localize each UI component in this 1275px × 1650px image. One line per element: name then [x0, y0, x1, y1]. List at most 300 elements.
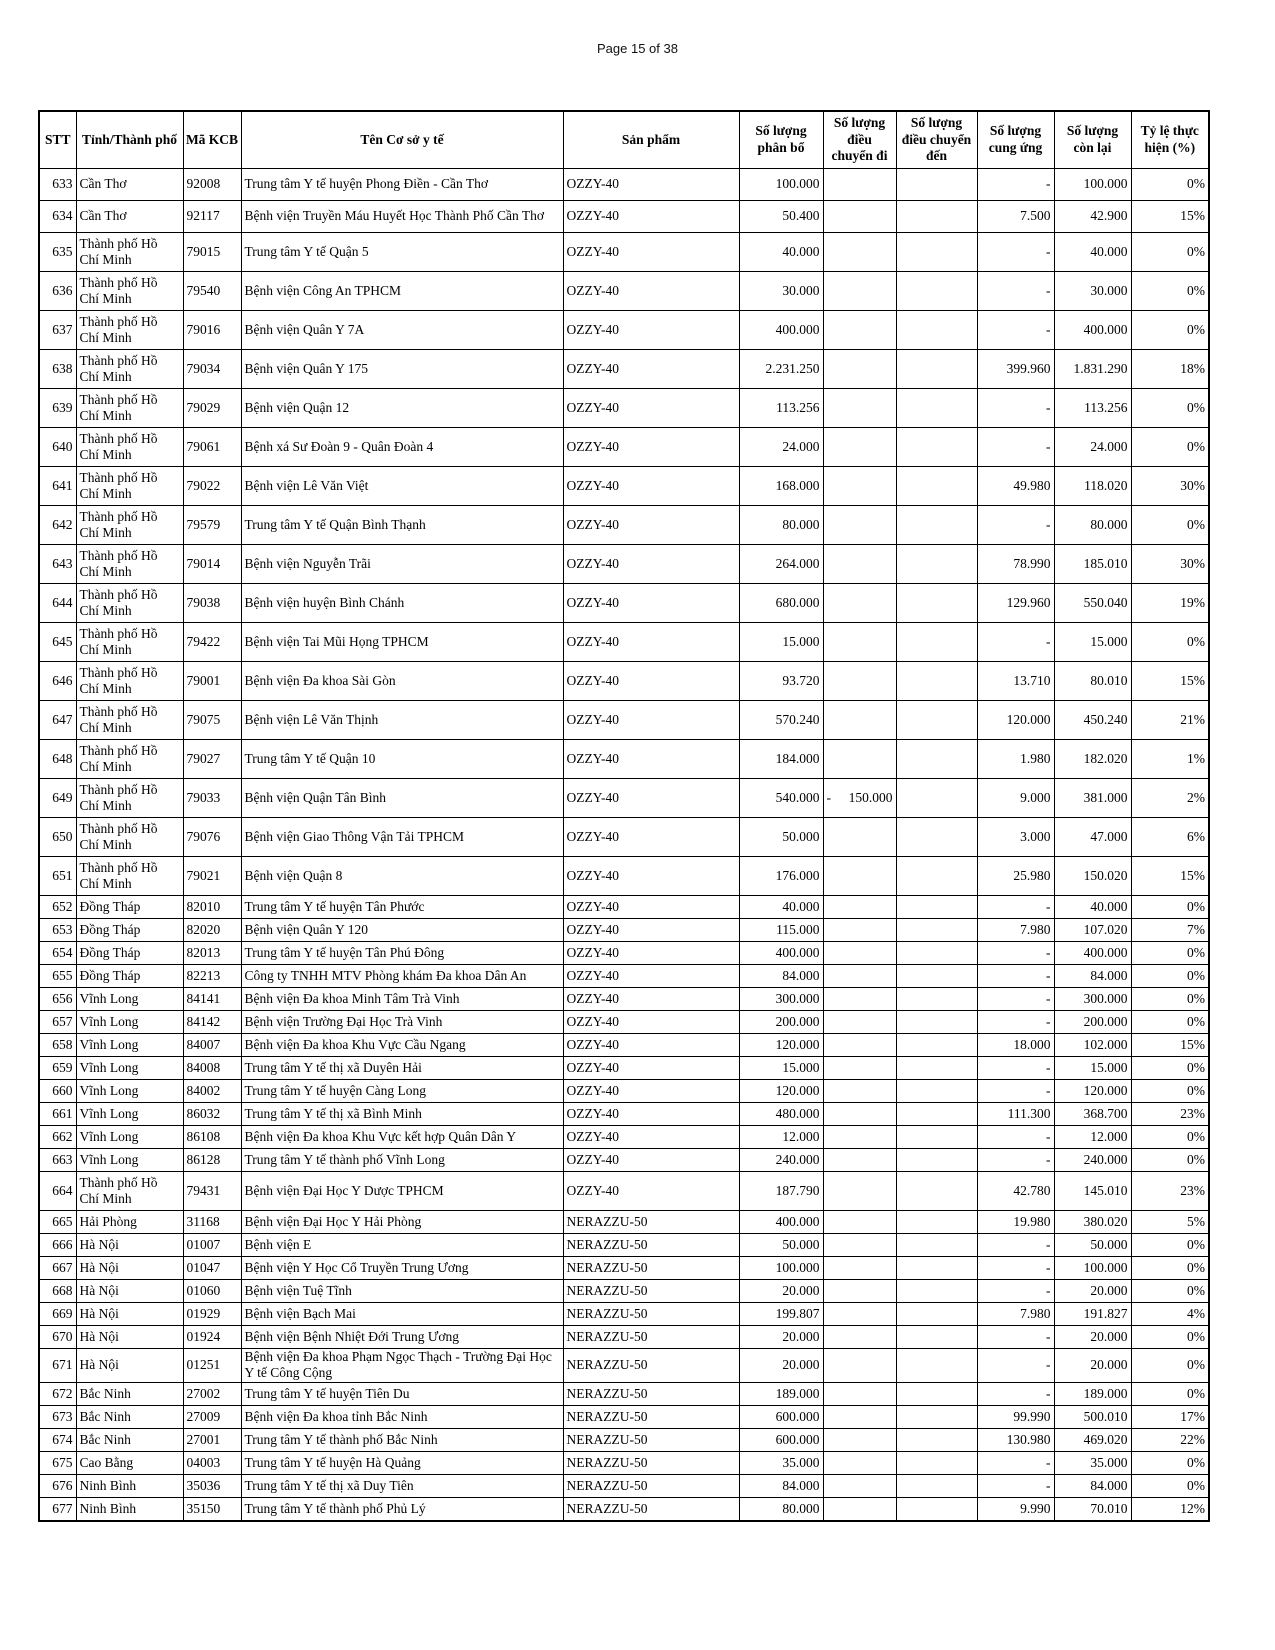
cell-supplied: - [977, 1257, 1054, 1280]
cell-supplied: - [977, 272, 1054, 311]
cell-transfer_in [896, 1428, 977, 1451]
cell-completion_rate: 0% [1131, 1349, 1209, 1383]
cell-transfer_out [823, 584, 896, 623]
cell-allocated: 600.000 [739, 1428, 823, 1451]
cell-stt: 640 [39, 428, 76, 467]
cell-supplied: - [977, 1326, 1054, 1349]
cell-completion_rate: 15% [1131, 1034, 1209, 1057]
cell-code: 79075 [183, 701, 241, 740]
cell-supplied: 13.710 [977, 662, 1054, 701]
cell-completion_rate: 30% [1131, 467, 1209, 506]
cell-stt: 672 [39, 1382, 76, 1405]
cell-allocated: 168.000 [739, 467, 823, 506]
cell-province: Đồng Tháp [76, 942, 183, 965]
table-row [39, 965, 1209, 988]
cell-facility: Trung tâm Y tế Quận 10 [241, 740, 563, 779]
cell-transfer_in [896, 389, 977, 428]
cell-supplied: - [977, 1057, 1054, 1080]
cell-product: OZZY-40 [563, 169, 739, 201]
cell-facility: Bệnh viện Đa khoa Phạm Ngọc Thạch - Trường Đại Học Y tế Công Cộng [241, 1349, 563, 1383]
cell-product: OZZY-40 [563, 623, 739, 662]
cell-completion_rate: 0% [1131, 506, 1209, 545]
cell-transfer_out [823, 965, 896, 988]
cell-transfer_in [896, 779, 977, 818]
cell-remaining: 120.000 [1054, 1080, 1131, 1103]
cell-completion_rate: 0% [1131, 1382, 1209, 1405]
cell-remaining: 20.000 [1054, 1326, 1131, 1349]
cell-allocated: 400.000 [739, 311, 823, 350]
cell-transfer_in [896, 942, 977, 965]
cell-code: 79027 [183, 740, 241, 779]
cell-supplied: 120.000 [977, 701, 1054, 740]
cell-facility: Bệnh viện Giao Thông Vận Tải TPHCM [241, 818, 563, 857]
table-row [39, 201, 1209, 233]
cell-remaining: 381.000 [1054, 779, 1131, 818]
cell-code: 86032 [183, 1103, 241, 1126]
table-row [39, 919, 1209, 942]
cell-product: OZZY-40 [563, 311, 739, 350]
cell-completion_rate: 2% [1131, 779, 1209, 818]
table-row [39, 1451, 1209, 1474]
cell-transfer_in [896, 1172, 977, 1211]
cell-code: 01929 [183, 1303, 241, 1326]
cell-code: 84141 [183, 988, 241, 1011]
table-row [39, 1497, 1209, 1521]
cell-transfer_in [896, 1103, 977, 1126]
cell-stt: 634 [39, 201, 76, 233]
cell-transfer_in [896, 506, 977, 545]
cell-facility: Bệnh viện Trường Đại Học Trà Vinh [241, 1011, 563, 1034]
cell-transfer_in [896, 662, 977, 701]
cell-remaining: 107.020 [1054, 919, 1131, 942]
cell-transfer_in [896, 1057, 977, 1080]
cell-transfer_in [896, 740, 977, 779]
cell-province: Đồng Tháp [76, 919, 183, 942]
cell-province: Thành phố Hồ Chí Minh [76, 428, 183, 467]
cell-code: 86108 [183, 1126, 241, 1149]
cell-supplied: - [977, 1234, 1054, 1257]
cell-allocated: 120.000 [739, 1034, 823, 1057]
cell-remaining: 70.010 [1054, 1497, 1131, 1521]
cell-allocated: 80.000 [739, 1497, 823, 1521]
column-header-transfer_out: Số lượng điều chuyển đi [823, 111, 896, 169]
cell-stt: 647 [39, 701, 76, 740]
table-row [39, 1126, 1209, 1149]
cell-province: Thành phố Hồ Chí Minh [76, 389, 183, 428]
cell-transfer_in [896, 428, 977, 467]
cell-supplied: - [977, 1349, 1054, 1383]
cell-stt: 676 [39, 1474, 76, 1497]
cell-facility: Trung tâm Y tế huyện Tân Phước [241, 896, 563, 919]
cell-remaining: 100.000 [1054, 1257, 1131, 1280]
cell-allocated: 100.000 [739, 169, 823, 201]
cell-facility: Trung tâm Y tế thành phố Bắc Ninh [241, 1428, 563, 1451]
cell-stt: 669 [39, 1303, 76, 1326]
cell-allocated: 176.000 [739, 857, 823, 896]
cell-stt: 649 [39, 779, 76, 818]
cell-stt: 651 [39, 857, 76, 896]
cell-transfer_in [896, 965, 977, 988]
cell-transfer_out [823, 1303, 896, 1326]
cell-supplied: - [977, 1126, 1054, 1149]
cell-facility: Bệnh viện Quận 8 [241, 857, 563, 896]
cell-product: NERAZZU-50 [563, 1303, 739, 1326]
cell-transfer_out [823, 919, 896, 942]
table-body [39, 169, 1209, 1521]
cell-allocated: 400.000 [739, 1211, 823, 1234]
cell-stt: 657 [39, 1011, 76, 1034]
cell-transfer_in [896, 1326, 977, 1349]
cell-completion_rate: 19% [1131, 584, 1209, 623]
cell-completion_rate: 0% [1131, 272, 1209, 311]
cell-supplied: 3.000 [977, 818, 1054, 857]
table-row [39, 623, 1209, 662]
cell-remaining: 35.000 [1054, 1451, 1131, 1474]
cell-remaining: 182.020 [1054, 740, 1131, 779]
cell-allocated: 480.000 [739, 1103, 823, 1126]
cell-supplied: - [977, 428, 1054, 467]
table-row [39, 779, 1209, 818]
cell-product: NERAZZU-50 [563, 1474, 739, 1497]
cell-stt: 667 [39, 1257, 76, 1280]
cell-facility: Bệnh viện Tai Mũi Họng TPHCM [241, 623, 563, 662]
cell-completion_rate: 0% [1131, 1149, 1209, 1172]
cell-allocated: 200.000 [739, 1011, 823, 1034]
cell-supplied: - [977, 233, 1054, 272]
cell-remaining: 380.020 [1054, 1211, 1131, 1234]
cell-stt: 656 [39, 988, 76, 1011]
cell-province: Vĩnh Long [76, 988, 183, 1011]
cell-province: Ninh Bình [76, 1474, 183, 1497]
cell-province: Thành phố Hồ Chí Minh [76, 857, 183, 896]
cell-facility: Bệnh viện Đa khoa Sài Gòn [241, 662, 563, 701]
cell-facility: Bệnh viện Đa khoa Khu Vực kết hợp Quân Dân Y [241, 1126, 563, 1149]
cell-allocated: 40.000 [739, 233, 823, 272]
cell-facility: Trung tâm Y tế thị xã Duy Tiên [241, 1474, 563, 1497]
cell-product: OZZY-40 [563, 1149, 739, 1172]
cell-facility: Bệnh viện Đại Học Y Hải Phòng [241, 1211, 563, 1234]
cell-stt: 633 [39, 169, 76, 201]
cell-stt: 650 [39, 818, 76, 857]
cell-product: NERAZZU-50 [563, 1497, 739, 1521]
cell-province: Cao Bằng [76, 1451, 183, 1474]
column-header-supplied: Số lượng cung ứng [977, 111, 1054, 169]
cell-stt: 673 [39, 1405, 76, 1428]
cell-province: Cần Thơ [76, 201, 183, 233]
cell-code: 79540 [183, 272, 241, 311]
cell-product: OZZY-40 [563, 779, 739, 818]
cell-supplied: 42.780 [977, 1172, 1054, 1211]
cell-province: Hà Nội [76, 1349, 183, 1383]
table-row [39, 350, 1209, 389]
cell-province: Thành phố Hồ Chí Minh [76, 467, 183, 506]
cell-facility: Bệnh viện Đại Học Y Dược TPHCM [241, 1172, 563, 1211]
table-row [39, 1234, 1209, 1257]
cell-facility: Bệnh viện Công An TPHCM [241, 272, 563, 311]
table-row [39, 857, 1209, 896]
cell-transfer_in [896, 1349, 977, 1383]
cell-remaining: 191.827 [1054, 1303, 1131, 1326]
cell-code: 79038 [183, 584, 241, 623]
cell-remaining: 368.700 [1054, 1103, 1131, 1126]
cell-facility: Bệnh viện Bệnh Nhiệt Đới Trung Ương [241, 1326, 563, 1349]
cell-remaining: 42.900 [1054, 201, 1131, 233]
cell-remaining: 80.010 [1054, 662, 1131, 701]
cell-facility: Bệnh viện Quân Y 7A [241, 311, 563, 350]
cell-province: Ninh Bình [76, 1497, 183, 1521]
cell-remaining: 47.000 [1054, 818, 1131, 857]
cell-code: 79014 [183, 545, 241, 584]
cell-stt: 675 [39, 1451, 76, 1474]
cell-transfer_out [823, 662, 896, 701]
cell-supplied: - [977, 942, 1054, 965]
cell-stt: 654 [39, 942, 76, 965]
cell-transfer_out [823, 988, 896, 1011]
cell-completion_rate: 0% [1131, 1326, 1209, 1349]
cell-province: Hà Nội [76, 1280, 183, 1303]
cell-code: 84002 [183, 1080, 241, 1103]
cell-code: 79001 [183, 662, 241, 701]
cell-transfer_in [896, 545, 977, 584]
cell-facility: Trung tâm Y tế huyện Tân Phú Đông [241, 942, 563, 965]
cell-transfer_out [823, 1011, 896, 1034]
cell-remaining: 50.000 [1054, 1234, 1131, 1257]
cell-allocated: 187.790 [739, 1172, 823, 1211]
cell-allocated: 240.000 [739, 1149, 823, 1172]
cell-code: 86128 [183, 1149, 241, 1172]
cell-remaining: 400.000 [1054, 311, 1131, 350]
cell-stt: 637 [39, 311, 76, 350]
cell-code: 79021 [183, 857, 241, 896]
allocation-table [38, 110, 1210, 1522]
cell-completion_rate: 0% [1131, 1080, 1209, 1103]
table-row [39, 1172, 1209, 1211]
cell-stt: 677 [39, 1497, 76, 1521]
cell-supplied: - [977, 311, 1054, 350]
table-header-row [39, 111, 1209, 169]
cell-remaining: 118.020 [1054, 467, 1131, 506]
cell-supplied: - [977, 623, 1054, 662]
cell-allocated: 12.000 [739, 1126, 823, 1149]
cell-allocated: 40.000 [739, 896, 823, 919]
cell-remaining: 30.000 [1054, 272, 1131, 311]
cell-transfer_out [823, 201, 896, 233]
cell-code: 35150 [183, 1497, 241, 1521]
cell-product: NERAZZU-50 [563, 1382, 739, 1405]
cell-supplied: 99.990 [977, 1405, 1054, 1428]
cell-province: Thành phố Hồ Chí Minh [76, 740, 183, 779]
cell-code: 79076 [183, 818, 241, 857]
cell-completion_rate: 15% [1131, 201, 1209, 233]
cell-transfer_out [823, 1034, 896, 1057]
cell-completion_rate: 18% [1131, 350, 1209, 389]
cell-province: Vĩnh Long [76, 1034, 183, 1057]
cell-remaining: 113.256 [1054, 389, 1131, 428]
table-row [39, 545, 1209, 584]
cell-product: OZZY-40 [563, 818, 739, 857]
table-row [39, 1349, 1209, 1383]
cell-product: OZZY-40 [563, 1103, 739, 1126]
cell-transfer_out [823, 1257, 896, 1280]
cell-province: Thành phố Hồ Chí Minh [76, 545, 183, 584]
cell-code: 79422 [183, 623, 241, 662]
cell-supplied: 78.990 [977, 545, 1054, 584]
cell-transfer_out [823, 623, 896, 662]
cell-product: OZZY-40 [563, 584, 739, 623]
cell-allocated: 184.000 [739, 740, 823, 779]
cell-transfer_in [896, 1234, 977, 1257]
cell-supplied: - [977, 1149, 1054, 1172]
cell-transfer_in [896, 1034, 977, 1057]
cell-transfer_out [823, 1382, 896, 1405]
cell-product: OZZY-40 [563, 965, 739, 988]
cell-transfer_in [896, 896, 977, 919]
cell-transfer_out: - 150.000 [823, 779, 896, 818]
cell-transfer_out [823, 1149, 896, 1172]
cell-product: OZZY-40 [563, 662, 739, 701]
cell-transfer_in [896, 1257, 977, 1280]
cell-code: 27001 [183, 1428, 241, 1451]
cell-product: OZZY-40 [563, 1080, 739, 1103]
table-row [39, 1011, 1209, 1034]
cell-product: NERAZZU-50 [563, 1211, 739, 1234]
table-row [39, 1080, 1209, 1103]
cell-remaining: 200.000 [1054, 1011, 1131, 1034]
table-row [39, 1211, 1209, 1234]
cell-remaining: 20.000 [1054, 1349, 1131, 1383]
cell-transfer_in [896, 467, 977, 506]
cell-remaining: 400.000 [1054, 942, 1131, 965]
cell-facility: Bệnh viện Quân Y 120 [241, 919, 563, 942]
cell-code: 82013 [183, 942, 241, 965]
cell-supplied: - [977, 1280, 1054, 1303]
table-row [39, 467, 1209, 506]
cell-remaining: 84.000 [1054, 1474, 1131, 1497]
cell-facility: Trung tâm Y tế huyện Càng Long [241, 1080, 563, 1103]
cell-completion_rate: 0% [1131, 1234, 1209, 1257]
cell-transfer_in [896, 1382, 977, 1405]
cell-facility: Trung tâm Y tế huyện Hà Quảng [241, 1451, 563, 1474]
cell-transfer_in [896, 919, 977, 942]
cell-completion_rate: 0% [1131, 1057, 1209, 1080]
cell-facility: Bệnh viện Tuệ Tĩnh [241, 1280, 563, 1303]
cell-completion_rate: 7% [1131, 919, 1209, 942]
cell-transfer_in [896, 233, 977, 272]
cell-allocated: 80.000 [739, 506, 823, 545]
cell-completion_rate: 17% [1131, 1405, 1209, 1428]
cell-province: Đồng Tháp [76, 965, 183, 988]
cell-remaining: 15.000 [1054, 623, 1131, 662]
cell-code: 79033 [183, 779, 241, 818]
cell-completion_rate: 12% [1131, 1497, 1209, 1521]
cell-stt: 643 [39, 545, 76, 584]
cell-facility: Bệnh viện Lê Văn Việt [241, 467, 563, 506]
cell-product: NERAZZU-50 [563, 1405, 739, 1428]
cell-allocated: 600.000 [739, 1405, 823, 1428]
cell-stt: 662 [39, 1126, 76, 1149]
cell-transfer_out [823, 1326, 896, 1349]
cell-product: OZZY-40 [563, 1034, 739, 1057]
cell-facility: Bệnh viện Đa khoa tỉnh Bắc Ninh [241, 1405, 563, 1428]
table-row [39, 1303, 1209, 1326]
cell-product: OZZY-40 [563, 988, 739, 1011]
cell-province: Hải Phòng [76, 1211, 183, 1234]
cell-transfer_out [823, 942, 896, 965]
cell-transfer_in [896, 272, 977, 311]
cell-code: 84142 [183, 1011, 241, 1034]
cell-code: 01060 [183, 1280, 241, 1303]
cell-facility: Trung tâm Y tế Quận 5 [241, 233, 563, 272]
cell-transfer_out [823, 1349, 896, 1383]
cell-supplied: - [977, 1451, 1054, 1474]
cell-allocated: 35.000 [739, 1451, 823, 1474]
cell-supplied: - [977, 389, 1054, 428]
cell-transfer_in [896, 201, 977, 233]
cell-code: 79029 [183, 389, 241, 428]
cell-remaining: 100.000 [1054, 169, 1131, 201]
cell-completion_rate: 1% [1131, 740, 1209, 779]
cell-product: OZZY-40 [563, 919, 739, 942]
cell-stt: 668 [39, 1280, 76, 1303]
cell-transfer_out [823, 545, 896, 584]
cell-completion_rate: 0% [1131, 311, 1209, 350]
cell-transfer_out [823, 311, 896, 350]
cell-completion_rate: 0% [1131, 623, 1209, 662]
cell-product: OZZY-40 [563, 545, 739, 584]
cell-product: OZZY-40 [563, 1011, 739, 1034]
cell-supplied: - [977, 1080, 1054, 1103]
cell-code: 01047 [183, 1257, 241, 1280]
cell-completion_rate: 0% [1131, 169, 1209, 201]
cell-transfer_out [823, 389, 896, 428]
cell-transfer_in [896, 857, 977, 896]
cell-supplied: 399.960 [977, 350, 1054, 389]
cell-transfer_out [823, 857, 896, 896]
cell-transfer_in [896, 1011, 977, 1034]
cell-stt: 658 [39, 1034, 76, 1057]
cell-transfer_in [896, 169, 977, 201]
cell-supplied: - [977, 896, 1054, 919]
table-row [39, 233, 1209, 272]
table-row [39, 1474, 1209, 1497]
table-row [39, 942, 1209, 965]
cell-remaining: 40.000 [1054, 896, 1131, 919]
table-row [39, 1257, 1209, 1280]
cell-stt: 642 [39, 506, 76, 545]
cell-product: OZZY-40 [563, 506, 739, 545]
cell-supplied: - [977, 506, 1054, 545]
table-row [39, 740, 1209, 779]
cell-transfer_out [823, 272, 896, 311]
cell-remaining: 469.020 [1054, 1428, 1131, 1451]
cell-completion_rate: 0% [1131, 233, 1209, 272]
cell-product: OZZY-40 [563, 942, 739, 965]
cell-transfer_out [823, 1474, 896, 1497]
cell-code: 35036 [183, 1474, 241, 1497]
cell-stt: 652 [39, 896, 76, 919]
cell-province: Thành phố Hồ Chí Minh [76, 623, 183, 662]
cell-facility: Trung tâm Y tế huyện Tiên Du [241, 1382, 563, 1405]
table-row [39, 311, 1209, 350]
cell-supplied: 7.980 [977, 919, 1054, 942]
cell-facility: Trung tâm Y tế thành phố Vĩnh Long [241, 1149, 563, 1172]
cell-transfer_in [896, 1149, 977, 1172]
cell-transfer_out [823, 740, 896, 779]
cell-transfer_out [823, 1405, 896, 1428]
table-row [39, 506, 1209, 545]
cell-completion_rate: 0% [1131, 1011, 1209, 1034]
cell-province: Vĩnh Long [76, 1126, 183, 1149]
